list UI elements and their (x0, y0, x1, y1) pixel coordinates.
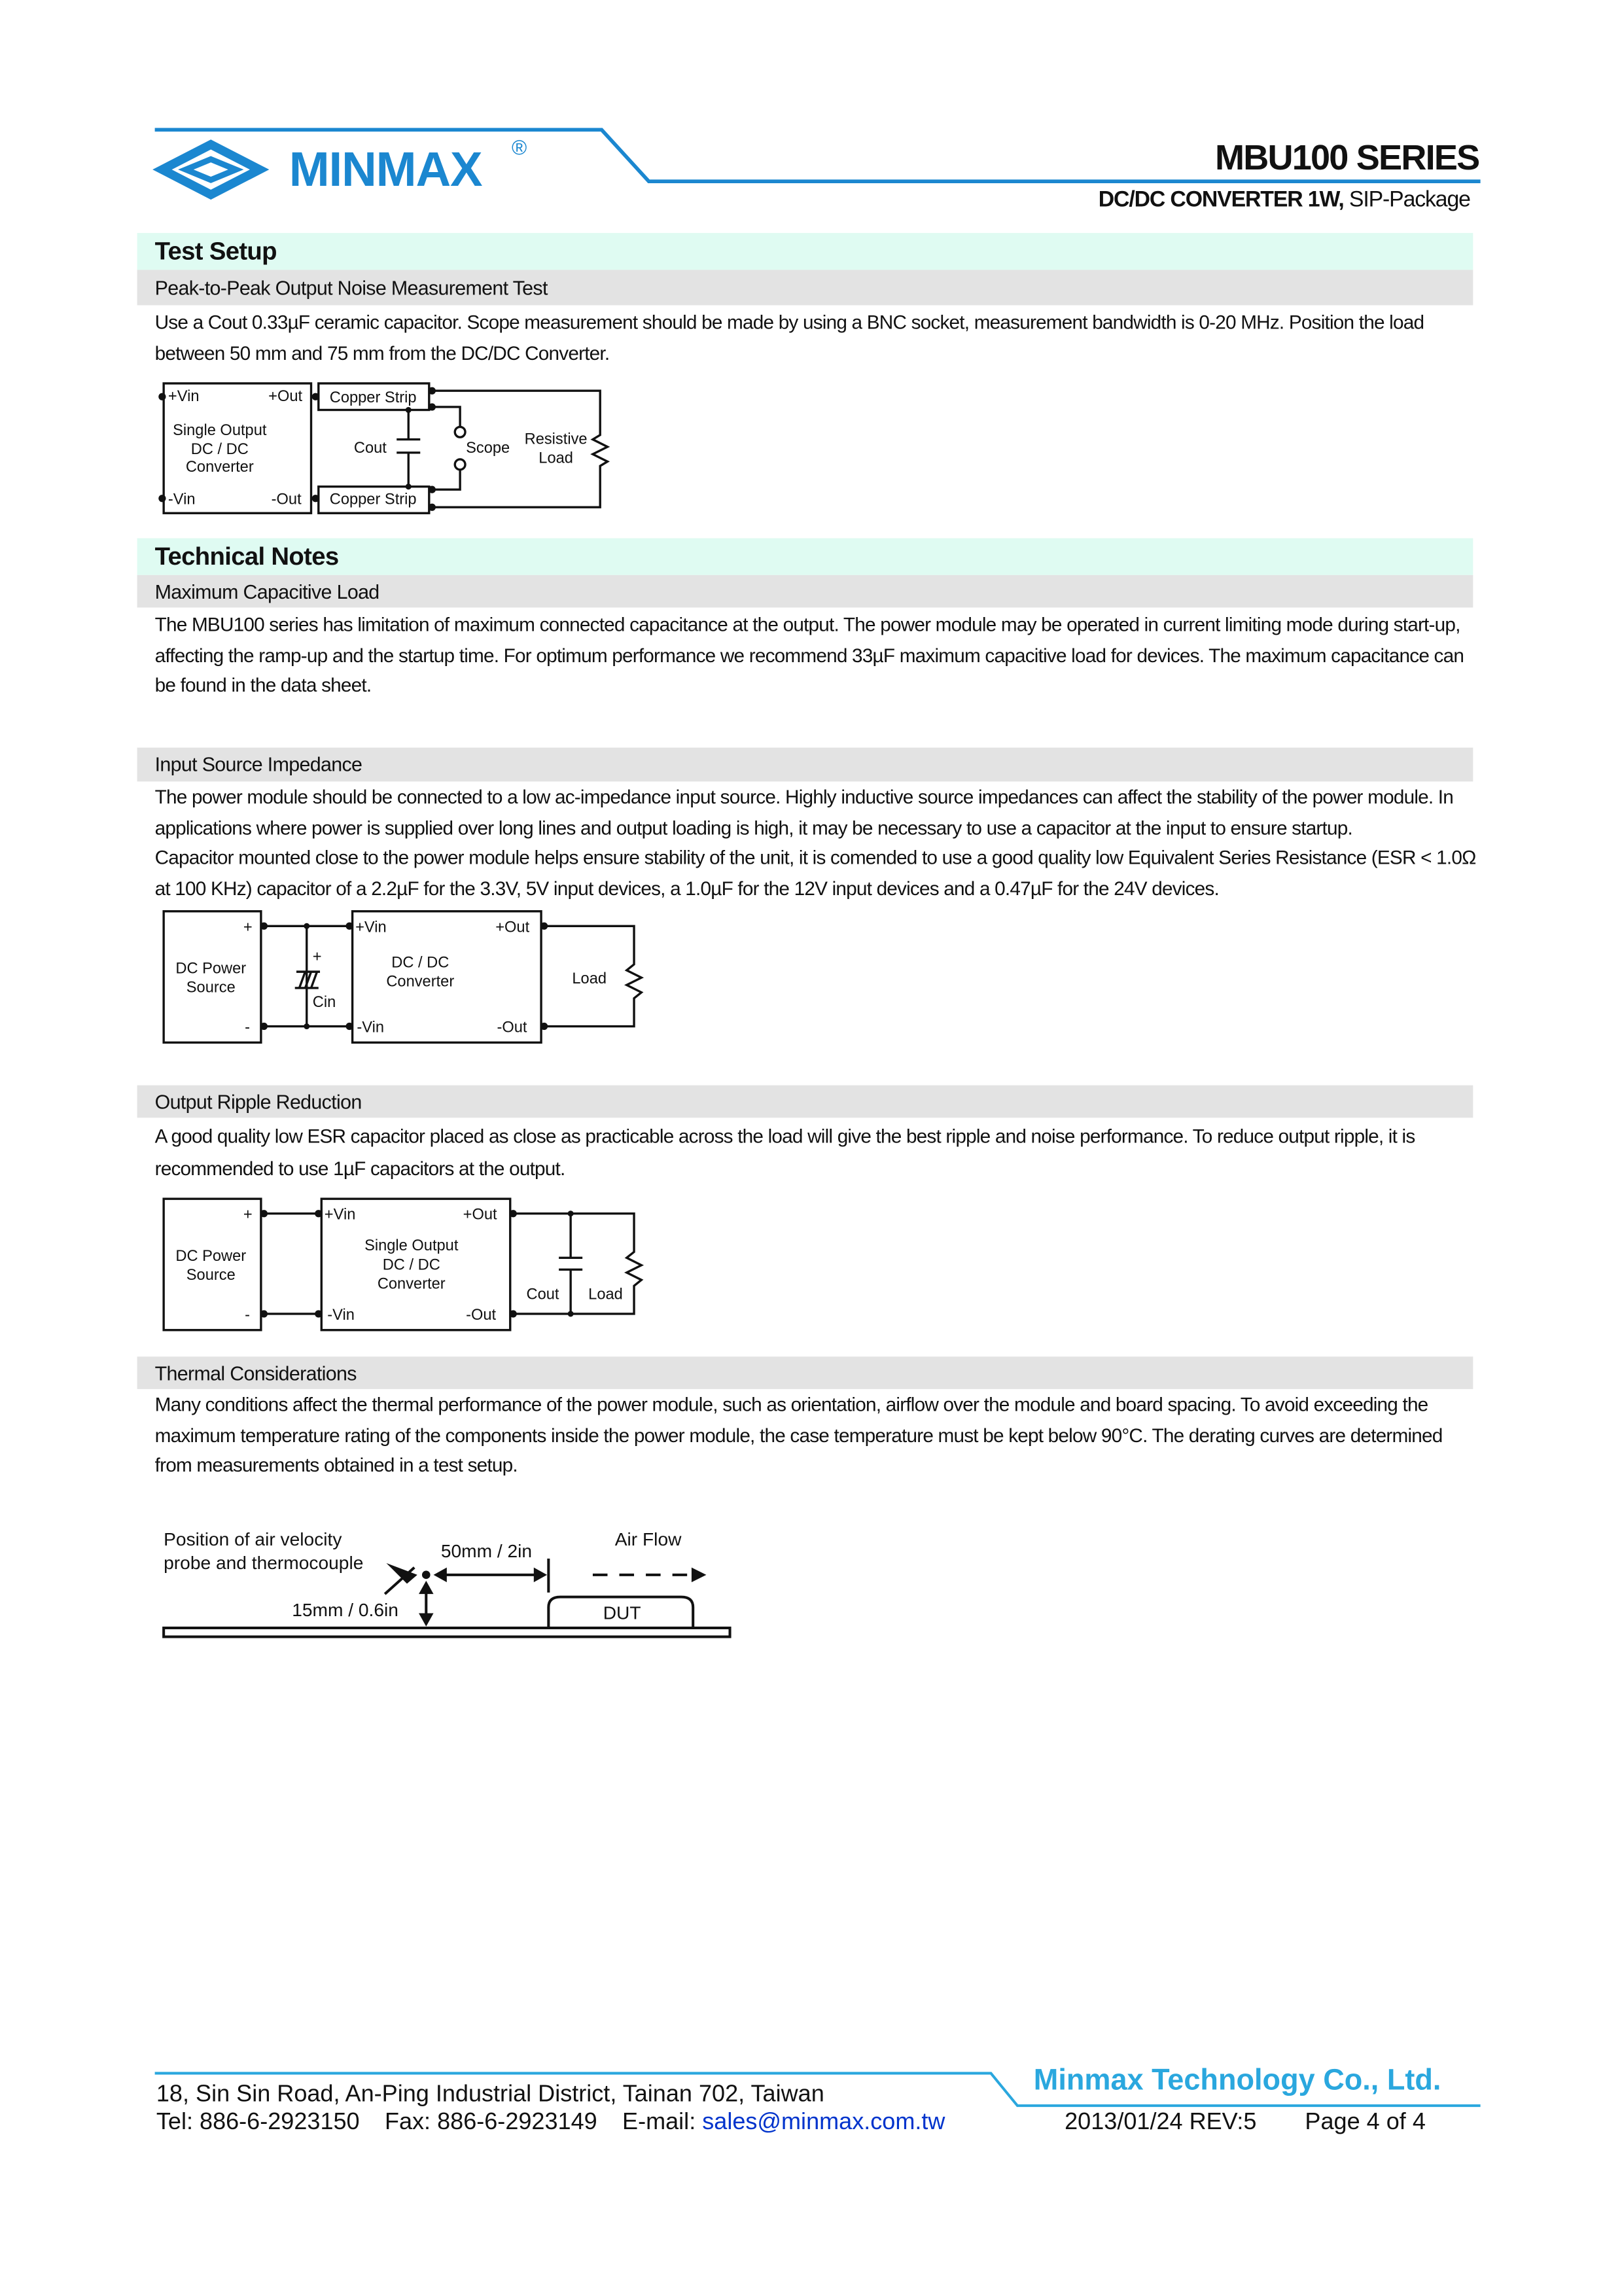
label-source: Source (186, 1267, 236, 1284)
label-copper-strip: Copper Strip (329, 389, 417, 407)
registered-mark: ® (511, 135, 527, 160)
subsection-title: Maximum Capacitive Load (154, 580, 379, 603)
subsection-noise (137, 270, 1473, 305)
label-out-minus: -Out (466, 1306, 497, 1324)
label-scope: Scope (466, 439, 510, 457)
label-out-plus: +Out (268, 387, 303, 405)
label-source: DC Power (175, 960, 247, 978)
thermal-text: Many conditions affect the thermal performance of the power module, such as orientation, airflow over the module and board spacing. To avoid exceeding the maximum temperature rating of the components inside the power module, the case temperature must be kept below 90°C. The derating curves are determined from measurements obtained in a test setup. (154, 1393, 1443, 1477)
footer-address: 18, Sin Sin Road, An-Ping Industrial District, Tainan 702, Taiwan (156, 2082, 824, 2108)
section-title: Test Setup (154, 237, 277, 266)
subsection-max-cap (137, 575, 1473, 608)
footer-tel: Tel: 886-6-2923150 (156, 2110, 360, 2136)
subsection-title: Input Source Impedance (154, 753, 362, 776)
label-converter: DC / DC (382, 1256, 440, 1274)
label-height: 15mm / 0.6in (292, 1599, 398, 1620)
label-minus: - (245, 1019, 250, 1036)
series-subtitle (1099, 187, 1470, 212)
label-copper-strip: Copper Strip (329, 491, 417, 508)
label-dut: DUT (603, 1602, 641, 1623)
label-source: Source (186, 979, 236, 997)
section-title: Technical Notes (154, 542, 339, 571)
subsection-thermal (137, 1356, 1473, 1389)
label-vin-minus: -Vin (327, 1306, 355, 1324)
input-impedance-text-2: Capacitor mounted close to the power module helps ensure stability of the unit, it is comended to use a good quality low Equivalent Series Resistance (ESR < 1.0Ω at 100 KHz) capacitor of a 2.2µF for the 3.3V, 5V input devices, a 1.0µF for the 12V input devices and a 0.47µF for the 24V devices. (154, 846, 1476, 899)
label-plus: + (243, 1206, 253, 1224)
label-minus: - (245, 1306, 250, 1324)
section-test-setup (137, 233, 1473, 270)
test-setup-text: Use a Cout 0.33µF ceramic capacitor. Scope measurement should be made by using a BNC socket, measurement bandwidth is 0-20 MHz. Position the load between 50 mm and 75 mm from the DC/DC Converter. (154, 311, 1424, 364)
noise-test-diagram (0, 368, 737, 531)
subsection-title: Output Ripple Reduction (154, 1091, 362, 1114)
subtitle-rest: SIP-Package (1343, 187, 1470, 213)
label-load: Resistive (524, 431, 588, 448)
label-distance: 50mm / 2in (440, 1540, 533, 1561)
label-vin-minus: -Vin (167, 491, 196, 508)
label-vin-minus: -Vin (357, 1019, 385, 1036)
footer-company: Minmax Technology Co., Ltd. (1033, 2064, 1441, 2097)
footer-date-rev: 2013/01/24 REV:5 (1065, 2110, 1257, 2136)
email-link[interactable]: sales@minmax.com.tw (702, 2110, 945, 2136)
subsection-input-impedance (137, 748, 1473, 782)
footer-contact (156, 2110, 945, 2137)
label-out-minus: -Out (497, 1019, 527, 1036)
label-cin: Cin (312, 994, 336, 1012)
label-converter: Single Output (173, 421, 267, 439)
brand-logo-text: MINMAX (289, 141, 482, 196)
label-probe: Position of air velocity (164, 1528, 342, 1549)
subsection-title: Peak-to-Peak Output Noise Measurement Test (154, 277, 548, 300)
label-cout: Cout (526, 1286, 559, 1303)
footer-fax: Fax: 886-6-2923149 (384, 2110, 597, 2136)
label-converter: Converter (386, 973, 455, 991)
label-converter: DC / DC (190, 441, 249, 459)
subtitle-bold: DC/DC CONVERTER 1W, (1098, 187, 1344, 213)
label-load: Load (588, 1286, 623, 1303)
max-cap-text: The MBU100 series has limitation of maximum connected capacitance at the output. The power module may be operated in current limiting mode during start-up, affecting the ramp-up and the startup time. For optimum performance we recommend 33µF maximum capacitive load for devices. The maximum capacitance can be found in the data sheet. (154, 613, 1464, 697)
label-cin-plus: + (312, 948, 322, 966)
label-out-minus: -Out (271, 491, 302, 508)
subsection-ripple (137, 1086, 1473, 1118)
label-vin-plus: +Vin (167, 387, 200, 405)
label-airflow: Air Flow (614, 1528, 682, 1549)
input-impedance-diagram (0, 900, 737, 1062)
footer-page-number: Page 4 of 4 (1305, 2110, 1426, 2136)
label-probe: probe and thermocouple (164, 1552, 364, 1573)
thermal-diagram (0, 1519, 767, 1651)
label-converter: Converter (377, 1275, 446, 1293)
label-out-plus: +Out (463, 1206, 497, 1224)
label-converter: Single Output (364, 1237, 459, 1255)
section-technical-notes (137, 539, 1473, 575)
label-plus: + (243, 919, 253, 936)
series-title: MBU100 SERIES (1214, 138, 1479, 179)
ripple-text: A good quality low ESR capacitor placed as close as practicable across the load will give the best ripple and noise performance. To reduce output ripple, it is recommended to use 1µF capacitors at the output. (154, 1125, 1415, 1180)
input-impedance-text-1: The power module should be connected to a low ac-impedance input source. Highly inductive source impedances can affect the stability of the power module. In applications where power is supplied over long lines and output loading is high, it may be necessary to use a capacitor at the input to ensure startup. (154, 786, 1454, 839)
label-converter: Converter (185, 459, 254, 476)
label-load: Load (538, 450, 573, 467)
label-load: Load (572, 970, 607, 988)
ripple-diagram (0, 1187, 737, 1349)
label-vin-plus: +Vin (355, 919, 387, 936)
label-vin-plus: +Vin (324, 1206, 356, 1224)
label-source: DC Power (175, 1247, 247, 1265)
label-out-plus: +Out (495, 919, 530, 936)
minmax-logo-icon (162, 145, 260, 195)
label-cout: Cout (353, 439, 387, 457)
subsection-title: Thermal Considerations (154, 1362, 357, 1385)
label-converter: DC / DC (391, 954, 450, 972)
footer-email-label: E-mail: (622, 2110, 703, 2136)
